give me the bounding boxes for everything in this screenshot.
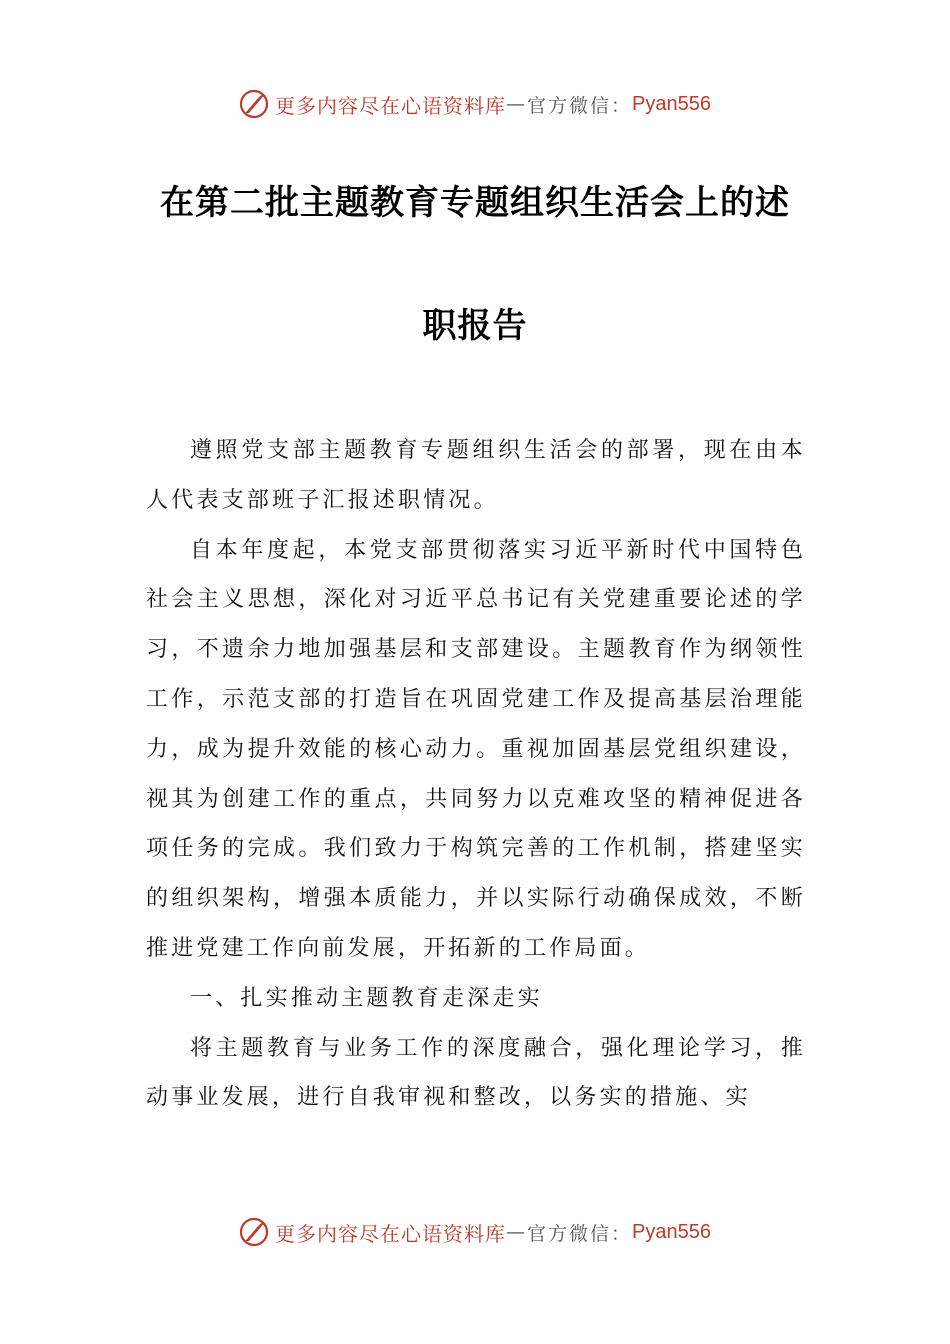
document-title-line-2: 职报告 bbox=[422, 306, 528, 346]
header-watermark-banner bbox=[0, 84, 950, 124]
wechat-id: Pyan556 bbox=[632, 92, 711, 115]
footer-watermark-banner bbox=[0, 1212, 950, 1252]
section-heading-1: 一、扎实推动主题教育走深走实 bbox=[190, 985, 543, 1011]
paragraph-overview: 自本年度起，本党支部贯彻落实习近平新时代中国特色社会主义思想，深化对习近平总书记有关党建重要论述的学习，不遗余力地加强基层和支部建设。主题教育作为纲领性工作，示范支部的打造旨在巩固党建工作及提高基层治理能力，成为提升效能的核心动力。重视加固基层党组织建设，视其为创建工作的重点，共同努力以克难攻坚的精神促进各项任务的完成。我们致力于构筑完善的工作机制，搭建坚实的组织架构，增强本质能力，并以实际行动确保成效，不断推进党建工作向前发展，开拓新的工作局面。 bbox=[146, 537, 806, 961]
brand-text: 更多内容尽在心语资料库 bbox=[275, 93, 506, 118]
brand-text: 更多内容尽在心语资料库 bbox=[275, 1221, 506, 1246]
separator: — bbox=[506, 1221, 527, 1243]
quill-logo-icon bbox=[239, 1217, 269, 1247]
paragraph-intro: 遵照党支部主题教育专题组织生活会的部署，现在由本人代表支部班子汇报述职情况。 bbox=[146, 438, 806, 513]
document-title-line-1: 在第二批主题教育专题组织生活会上的述 bbox=[160, 183, 790, 223]
separator: — bbox=[506, 93, 527, 115]
document-body bbox=[146, 426, 806, 1123]
official-label: 官方微信： bbox=[527, 94, 633, 117]
paragraph-section-1: 将主题教育与业务工作的深度融合，强化理论学习，推动事业发展，进行自我审视和整改，以务实的措施、实 bbox=[146, 1035, 806, 1111]
wechat-id: Pyan556 bbox=[632, 1220, 711, 1243]
quill-logo-icon bbox=[239, 89, 269, 119]
official-label: 官方微信： bbox=[527, 1222, 633, 1245]
